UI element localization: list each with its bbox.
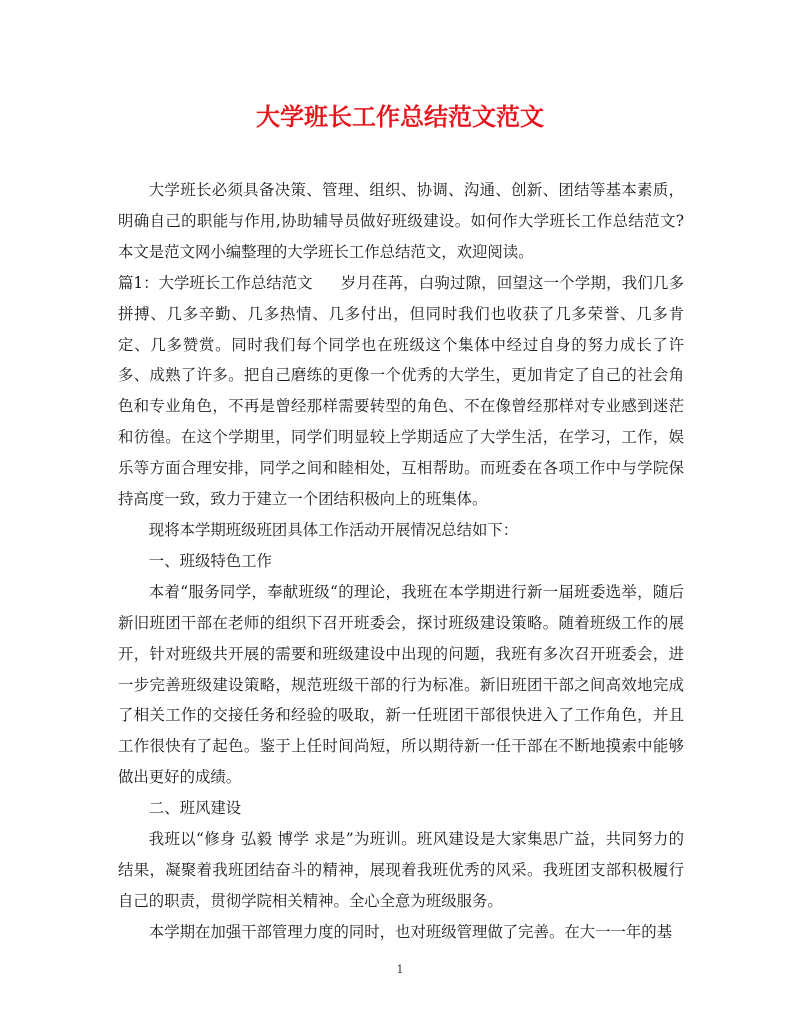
heading-class-style: 二、班风建设 (148, 799, 242, 818)
document-title: 大学班长工作总结范文范文 (256, 102, 544, 131)
class-feature-paragraph: 本着“服务同学，奉献班级“的理论，我班在本学期进行新一届班委选举，随后新旧班团干部在老师的组织下召开班委会，探讨班级建设策略。随着班级工作的展开，针对班级共开展的需要和班级建设中出现的问题，我班有多次召开班委会，进一步完善班级建设策略，规范班级干部的行为标准。新旧班团干部之间高效地完成了相关工作的交接任务和经验的吸取，新一任班团干部很快进入了工作角色，并且工作很快有了起色。鉴于上任时间尚短，所以期待新一任干部在不断地摸索中能够做出更好的成绩。 (118, 582, 684, 787)
section-1-text: 岁月荏苒，白驹过隙，回望这一个学期，我们几多拼搏、几多辛勤、几多热情、几多付出，但同时我们也收获了几多荣誉、几多肯定、几多赞赏。同时我们每个同学也在班级这个集体中经过自身的努力成长了许多、成熟了许多。把自己磨练的更像一个优秀的大学生，更加肯定了自己的社会角色和专业角色，不再是曾经那样需要转型的角色、不在像曾经那样对专业感到迷茫和彷徨。在这个学期里，同学们明显较上学期适应了大学生活，在学习，工作，娱乐等方面合理安排，同学之间和睦相处，互相帮助。而班委在各项工作中与学院保持高度一致，致力于建立一个团结积极向上的班集体。 (118, 273, 684, 509)
class-style-paragraph: 我班以“修身 弘毅 博学 求是”为班训。班风建设是大家集思广益，共同努力的结果，凝聚着我班团结奋斗的精神，展现着我班优秀的风采。我班团支部积极履行自己的职责，贯彻学院相关精神。全心全意为班级服务。 (118, 830, 684, 910)
section-1-label: 篇1：大学班长工作总结范文 (118, 273, 313, 292)
heading-class-feature-work: 一、班级特色工作 (148, 551, 272, 570)
intro-paragraph: 大学班长必须具备决策、管理、组织、协调、沟通、创新、团结等基本素质，明确自己的职能与作用,协助辅导员做好班级建设。如何作大学班长工作总结范文?本文是范文网小编整理的大学班长工作总结范文，欢迎阅读。 (118, 181, 684, 261)
management-paragraph: 本学期在加强干部管理力度的同时，也对班级管理做了完善。在大一一年的基 (148, 922, 673, 941)
summary-intro-paragraph: 现将本学期班级班团具体工作活动开展情况总结如下： (148, 520, 519, 539)
document-body (118, 175, 684, 948)
section-1-paragraph (118, 268, 684, 515)
page-number: 1 (396, 963, 404, 976)
